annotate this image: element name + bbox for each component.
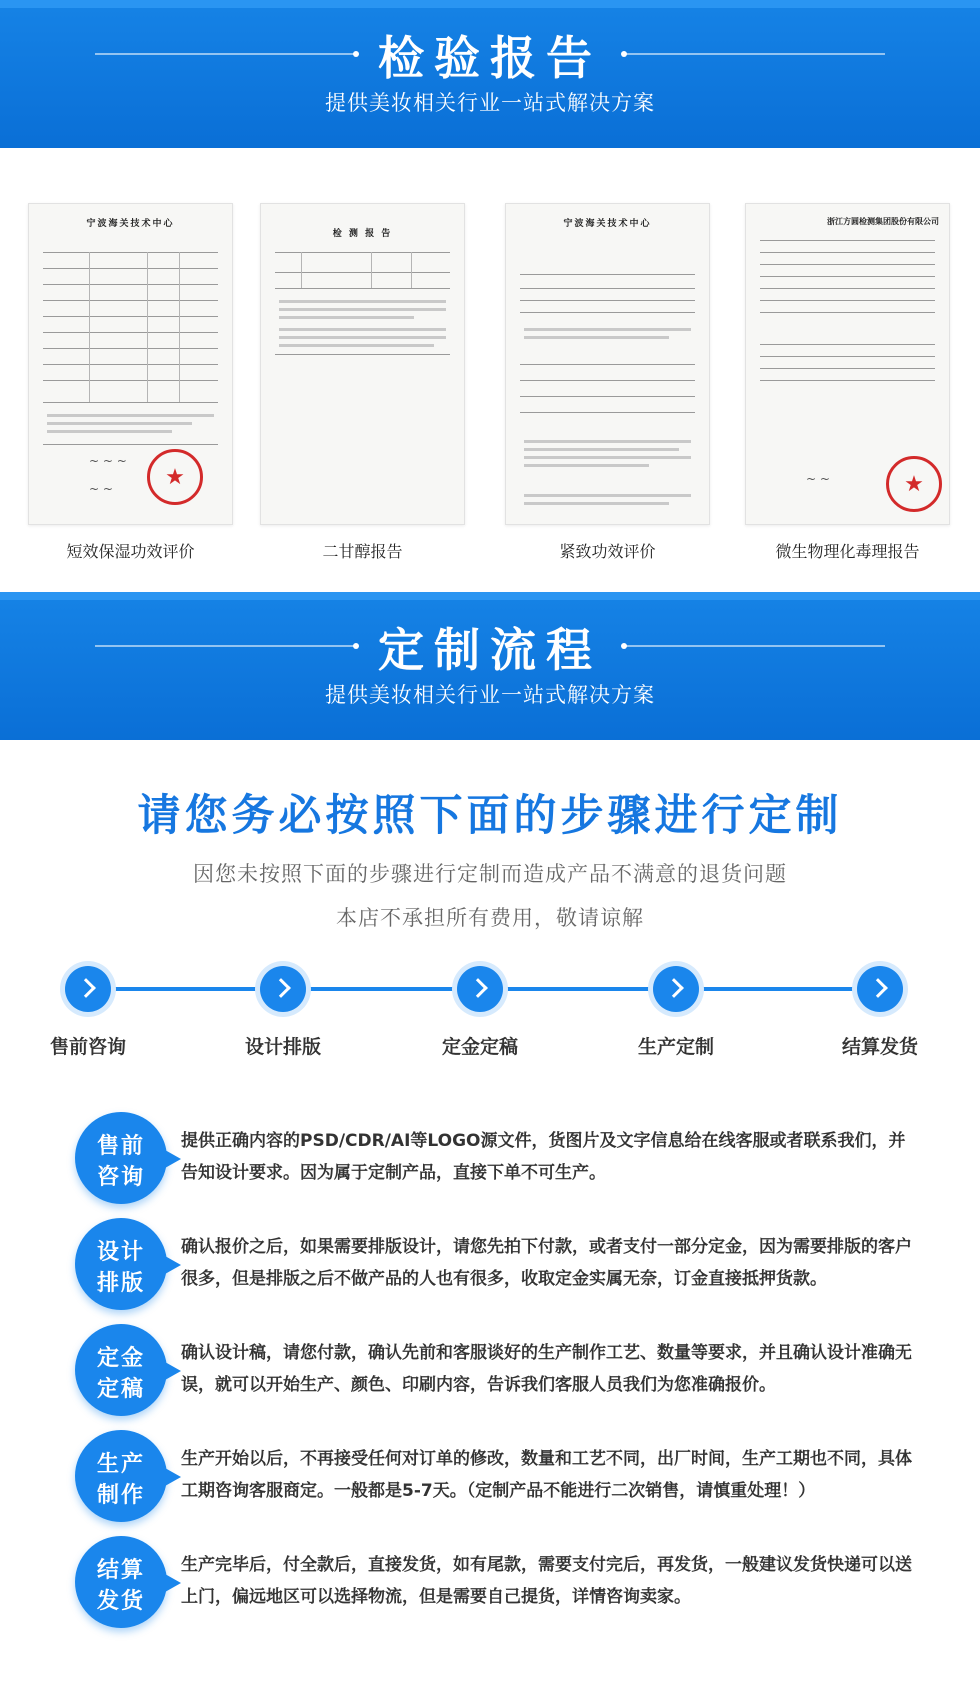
detail-text: 确认设计稿，请您付款，确认先前和客服谈好的生产制作工艺、数量等要求，并且确认设计准确无误，就可以开始生产、颜色、印刷内容，告诉我们客服人员我们为您准确报价。 (181, 1343, 912, 1395)
flow-step-design (203, 966, 363, 1059)
official-seal (147, 449, 203, 505)
report-image: 宁波海关技术中心 ★ ~ ~ ~ ~ ~ (28, 203, 233, 525)
detail-text: 生产完毕后，付全款后，直接发货，如有尾款，需要支付完后，再发货，一般建议发货快递可以送上门，偏远地区可以选择物流，但是需要自己提货，详情咨询卖家。 (181, 1555, 912, 1607)
chevron-right-icon (65, 966, 111, 1012)
report-caption: 短效保湿功效评价 (66, 542, 195, 561)
report-caption: 紧致功效评价 (559, 542, 656, 561)
detail-design (75, 1218, 915, 1310)
banner-subtitle: 提供美妆相关行业一站式解决方案 (325, 91, 655, 115)
step-badge: 生产 制作 (75, 1430, 167, 1522)
report-image: 浙江方圆检测集团股份有限公司 ★ ~ ~ (745, 203, 950, 525)
detail-deposit (75, 1324, 915, 1416)
step-badge: 设计 排版 (75, 1218, 167, 1310)
custom-process-banner (0, 592, 980, 740)
banner-title: 定制流程 (378, 623, 602, 677)
flow-step-label: 结算发货 (841, 1036, 918, 1058)
official-seal (886, 456, 942, 512)
report-image (505, 203, 710, 525)
flow-step-label: 定金定稿 (441, 1036, 518, 1058)
detail-text: 生产开始以后，不再接受任何对订单的修改，数量和工艺不同，出厂时间，生产工期也不同，具体工期咨询客服商定。一般都是5-7天。（定制产品不能进行二次销售，请慎重处理！） (181, 1449, 912, 1501)
inspection-banner (0, 0, 980, 148)
report-header: 宁波海关技术中心 (86, 219, 175, 229)
flow-step-label: 售前咨询 (49, 1036, 126, 1058)
detail-production (75, 1430, 915, 1522)
chevron-right-icon (653, 966, 699, 1012)
report-caption: 二甘醇报告 (322, 542, 403, 561)
reports-section (0, 148, 980, 592)
report-header: 宁波海关技术中心 (563, 219, 652, 229)
notice-line-1: 因您未按照下面的步骤进行定制而造成产品不满意的退货问题 (193, 862, 787, 886)
report-header: 检 测 报 告 (332, 229, 393, 239)
step-badge: 售前 咨询 (75, 1112, 167, 1204)
detail-delivery (75, 1536, 915, 1628)
flow-step-production (596, 966, 756, 1059)
chevron-right-icon (260, 966, 306, 1012)
report-card-3 (505, 203, 710, 562)
flow-step-delivery (800, 966, 960, 1059)
steps-heading: 请您务必按照下面的步骤进行定制 (137, 791, 843, 841)
report-card-4 (745, 203, 950, 562)
banner-subtitle: 提供美妆相关行业一站式解决方案 (325, 683, 655, 707)
notice-line-2: 本店不承担所有费用，敬请谅解 (336, 906, 644, 930)
flow-step-label: 设计排版 (244, 1036, 321, 1058)
chevron-right-icon (457, 966, 503, 1012)
flow-step-deposit (400, 966, 560, 1059)
report-card-1 (28, 203, 233, 562)
step-badge: 定金 定稿 (75, 1324, 167, 1416)
report-card-2 (260, 203, 465, 562)
report-caption: 微生物理化毒理报告 (775, 542, 920, 561)
report-image (260, 203, 465, 525)
chevron-right-icon (857, 966, 903, 1012)
detail-presale (75, 1112, 915, 1204)
flow-step-presale (8, 966, 168, 1059)
flow-step-label: 生产定制 (637, 1036, 714, 1058)
detail-text: 提供正确内容的PSD/CDR/AI等LOGO源文件，货图片及文字信息给在线客服或者联系我们，并告知设计要求。因为属于定制产品，直接下单不可生产。 (181, 1131, 906, 1183)
detail-text: 确认报价之后，如果需要排版设计，请您先拍下付款，或者支付一部分定金，因为需要排版的客户很多，但是排版之后不做产品的人也有很多，收取定金实属无奈，订金直接抵押货款。 (181, 1237, 912, 1289)
banner-title: 检验报告 (378, 31, 602, 85)
report-header: 浙江方圆检测集团股份有限公司 (827, 217, 939, 226)
step-badge: 结算 发货 (75, 1536, 167, 1628)
